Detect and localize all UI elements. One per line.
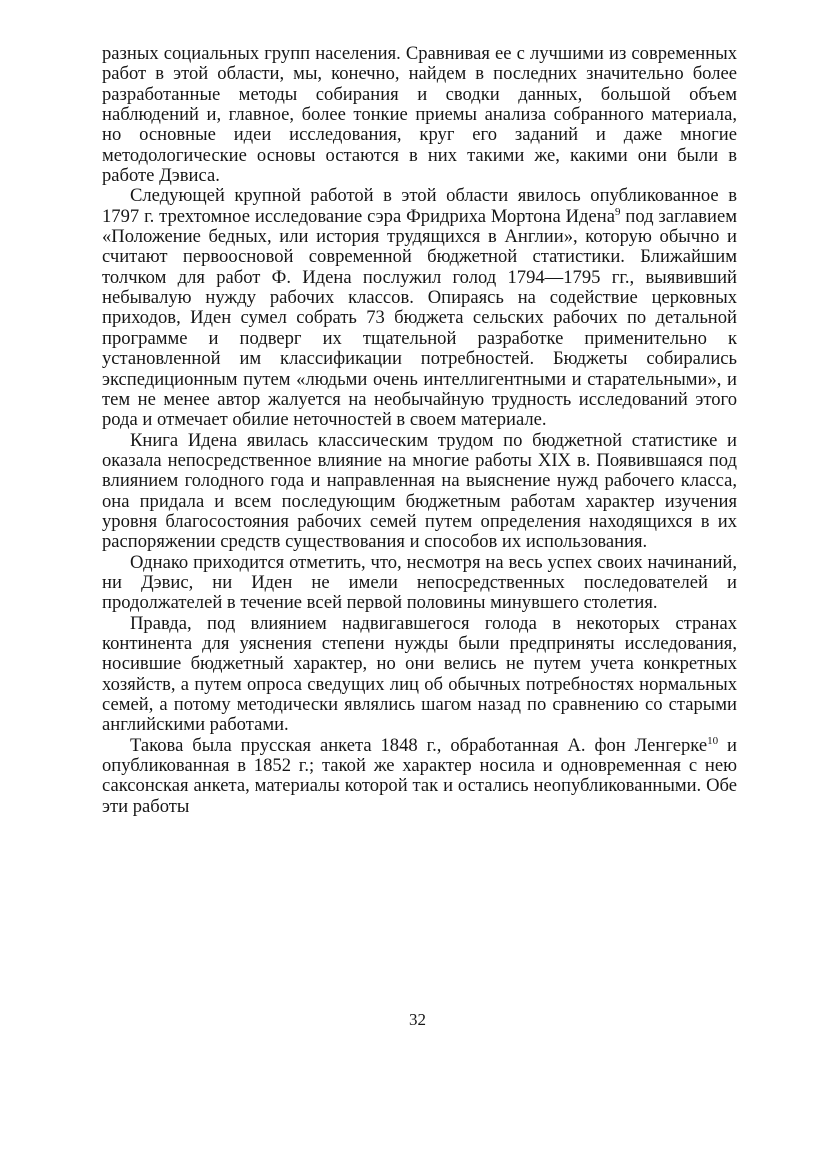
paragraph-1: разных социальных групп населения. Сравнивая ее с лучшими из современных работ в этой области, мы, конечно, найдем в последних значительно более разработанные методы собирания и сводки данных, большой объем наблюдений и, главное, более тонкие приемы анализа собранного материала, но основные идеи исследования, круг его заданий и даже многие методологические основы остаются в них такими же, какими они были в работе Дэвиса. [102, 43, 737, 187]
paragraph-6 [102, 736, 737, 817]
body-text [102, 44, 737, 817]
page-number: 32 [409, 1010, 426, 1029]
paragraph-2 [102, 186, 737, 430]
paragraph-2-text-after: под заглавием «Положение бедных, или история трудящихся в Англии», которую обычно и считают первоосновой современной бюджетной статистики. Ближайшим толчком для работ Ф. Идена послужил голод 1794—1795 гг., выявивший небывалую нужду рабочих классов. Опираясь на содействие церковных приходов, Иден сумел собрать 73 бюджета сельских рабочих по детальной программе и подверг их тщательной разработке применительно к установленной им классификации потребностей. Бюджеты собирались экспедиционным путем «людьми очень интеллигентными и старательными», и тем не менее автор жалуется на необычайную трудность исследований этого рода и отмечает обилие неточностей в своем материале. [102, 205, 737, 431]
paragraph-3: Книга Идена явилась классическим трудом по бюджетной статистике и оказала непосредственное влияние на многие работы XIX в. Появившаяся под влиянием голодного года и направленная на выяснение нужд рабочего класса, она придала и всем последующим бюджетным работам характер изучения уровня благосостояния рабочих семей путем определения находящихся в их распоряжении средств существования и способов их использования. [102, 429, 737, 553]
footnote-marker-10[interactable]: 10 [707, 734, 719, 747]
paragraph-6-text-before: Такова была прусская анкета 1848 г., обработанная А. фон Ленгерке [130, 734, 708, 756]
footnote-marker-9[interactable]: 9 [614, 205, 621, 218]
paragraph-4: Однако приходится отметить, что, несмотря на весь успех своих начинаний, ни Дэвис, ни Иден не имели непосредственных последователей и продолжателей в течение всей первой половины минувшего столетия. [102, 551, 737, 614]
paragraph-5: Правда, под влиянием надвигавшегося голода в некоторых странах континента для уяснения степени нужды были предприняты исследования, носившие бюджетный характер, но они велись не путем учета конкретных хозяйств, а путем опроса сведущих лиц об обычных потребностях нормальных семей, а потому методически являлись шагом назад по сравнению со старыми английскими работами. [102, 612, 737, 736]
paragraph-6-text-after: и опубликованная в 1852 г.; такой же характер носила и одновременная с нею саксонская анкета, материалы которой так и остались неопубликованными. Обе эти работы [102, 734, 737, 817]
paragraph-2-text-before: Следующей крупной работой в этой области явилось опубликованное в 1797 г. трехтомное исследование сэра Фридриха Мортона Идена [102, 185, 737, 227]
